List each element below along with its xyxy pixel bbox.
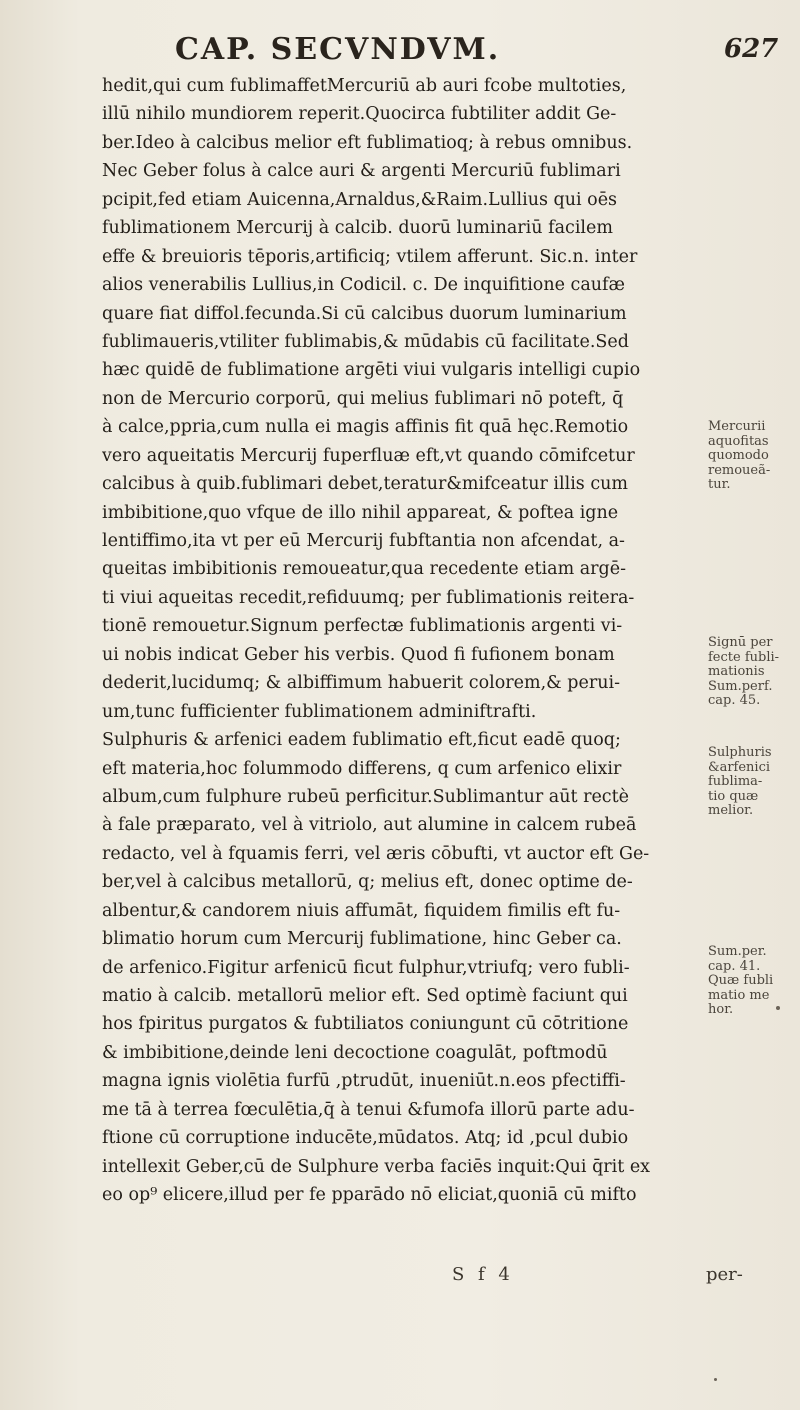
- text-line: album,cum fulphure rubeū perficitur.Sublimantur aūt rectè: [102, 786, 629, 807]
- margin-note-line: mationis: [708, 665, 765, 679]
- text-line: redacto, vel à fquamis ferri, vel æris cōbufti, vt auctor eft Ge-: [102, 843, 650, 864]
- text-line: eo op⁹ elicere,illud per fe pparādo nō eliciat,quoniā cū mifto: [102, 1185, 637, 1206]
- text-line: hæc quidē de fublimatione argēti viui vulgaris intelligi cupio: [102, 360, 641, 381]
- text-line: effe & breuioris tēporis,artificiq; vtilem afferunt. Sic.n. inter: [102, 246, 638, 267]
- text-line: vero aqueitatis Mercurij fuperfluæ eft,vt quando cōmifcetur: [102, 445, 635, 466]
- margin-note-sum-per: [708, 945, 800, 1024]
- text-line: imbibitione,quo vfque de illo nihil appareat, & poftea igne: [102, 502, 619, 523]
- margin-note-line: Sulphuris: [708, 746, 772, 760]
- text-line: Sulphuris & arfenici eadem fublimatio eft,ficut eadē quoq;: [102, 730, 621, 751]
- margin-note-line: Sum.per.: [708, 945, 767, 959]
- text-line: ui nobis indicat Geber his verbis. Quod fi fufionem bonam: [102, 644, 615, 665]
- text-line: ti viui aqueitas recedit,refiduumq; per fublimationis reitera-: [102, 587, 635, 608]
- margin-note: [708, 636, 800, 709]
- margin-note-line: hor.: [708, 1003, 734, 1017]
- margin-note: [708, 746, 800, 819]
- text-line: hos fpiritus purgatos & fubtiliatos coniungunt cū cōtritione: [102, 1014, 629, 1035]
- text-line: non de Mercurio corporū, qui melius fublimari nō poteft, q̄: [102, 388, 624, 409]
- text-line: magna ignis violētia furfū ,ptrudūt, inueniūt.n.eos pfectiffi-: [102, 1071, 626, 1092]
- margin-note-line: Signū per: [708, 636, 773, 650]
- text-line: Nec Geber folus à calce auri & argenti Mercuriū fublimari: [102, 161, 621, 182]
- margin-note: [708, 945, 800, 1018]
- text-line: calcibus à quib.fublimari debet,teratur&mifceatur illis cum: [102, 474, 629, 495]
- text-line: illū nihilo mundiorem reperit.Quocirca fubtiliter addit Ge-: [102, 104, 617, 125]
- text-line: me tā à terrea fœculētia,q̄ à tenui &fumofa illorū parte adu-: [102, 1099, 635, 1120]
- text-line: fublimaueris,vtiliter fublimabis,& mūdabis cū facilitate.Sed: [102, 331, 629, 352]
- text-line: intellexit Geber,cū de Sulphure verba faciēs inquit:Qui q̄rit ex: [102, 1156, 651, 1177]
- text-line: pcipit,fed etiam Auicenna,Arnaldus,&Raim.Lullius qui oēs: [102, 189, 618, 210]
- margin-note-line: Sum.perf.: [708, 679, 773, 694]
- text-line: ber.Ideo à calcibus melior eft fublimatioq; à rebus omnibus.: [102, 132, 633, 153]
- margin-note-sulphuris: [708, 746, 800, 825]
- margin-note-line: matio me: [708, 988, 770, 1003]
- page-number: 627: [724, 34, 779, 64]
- text-line: fublimationem Mercurij à calcib. duorū luminariū facilem: [102, 218, 613, 239]
- margin-note-line: fecte fubli-: [708, 650, 780, 665]
- text-line: ftione cū corruptione inducēte,mūdatos. Atq; id ,pcul dubio: [102, 1128, 629, 1149]
- margin-note-line: remoueã-: [708, 463, 771, 478]
- text-line: tionē remouetur.Signum perfectæ fublimationis argenti vi-: [102, 616, 623, 637]
- margin-note-line: Quæ fubli: [708, 974, 774, 988]
- text-line: blimatio horum cum Mercurij fublimatione, hinc Geber ca.: [102, 929, 622, 950]
- text-line: & imbibitione,deinde leni decoctione coagulāt, poftmodū: [102, 1042, 608, 1063]
- ink-speck: [714, 1378, 717, 1381]
- text-line: alios venerabilis Lullius,in Codicil. c. De inquifitione caufæ: [102, 275, 625, 296]
- margin-note: [708, 420, 800, 493]
- text-line: ber,vel à calcibus metallorū, q; melius eft, donec optime de-: [102, 872, 633, 893]
- ink-speck: [776, 1006, 780, 1010]
- margin-note-signum: [708, 636, 800, 715]
- text-line: à fale præparato, vel à vitriolo, aut alumine in calcem rubeā: [102, 815, 637, 836]
- margin-note-line: &arfenici: [708, 760, 771, 775]
- margin-note-line: melior.: [708, 804, 754, 818]
- margin-note-line: cap. 45.: [708, 694, 761, 708]
- margin-note-line: cap. 41.: [708, 959, 761, 974]
- text-line: matio à calcib. metallorū melior eft. Sed optimè faciunt qui: [102, 986, 628, 1006]
- signature-mark: S f 4: [452, 1264, 514, 1285]
- text-line: lentiffimo,ita vt per eū Mercurij fubftantia non afcendat, a-: [102, 531, 625, 551]
- running-head: CAP. SECVNDVM.: [175, 32, 501, 67]
- margin-note-mercurii: [708, 420, 800, 499]
- page-footer: [0, 1264, 800, 1294]
- main-text-block: [102, 72, 702, 1210]
- margin-note-line: quomodo: [708, 449, 769, 463]
- text-line: dederit,lucidumq; & albiffimum habuerit colorem,& perui-: [102, 673, 620, 694]
- text-line: hedit,qui cum fublimaffetMercuriū ab auri fcobe multoties,: [102, 76, 627, 96]
- margin-note-line: fublima-: [708, 775, 763, 789]
- page-header: [0, 32, 800, 72]
- text-line: à calce,ppria,cum nulla ei magis affinis fit quā hęc.Remotio: [102, 417, 629, 438]
- text-line: eft materia,hoc folummodo differens, q cum arfenico elixir: [102, 758, 622, 779]
- text-line: um,tunc fufficienter fublimationem adminiftrafti.: [102, 701, 537, 722]
- text-line: albentur,& candorem niuis affumāt, fiquidem fimilis eft fu-: [102, 900, 621, 921]
- margin-note-line: tur.: [708, 478, 731, 492]
- text-line: queitas imbibitionis remoueatur,qua recedente etiam argē-: [102, 559, 627, 580]
- catchword: per-: [706, 1264, 743, 1285]
- margin-note-line: Mercurii: [708, 420, 766, 434]
- text-line: de arfenico.Figitur arfenicū ficut fulphur,vtriufq; vero fubli-: [102, 957, 630, 978]
- margin-note-line: aquofitas: [708, 434, 769, 449]
- margin-note-line: tio quæ: [708, 789, 759, 804]
- text-line: quare fiat diffol.fecunda.Si cū calcibus duorum luminarium: [102, 303, 627, 324]
